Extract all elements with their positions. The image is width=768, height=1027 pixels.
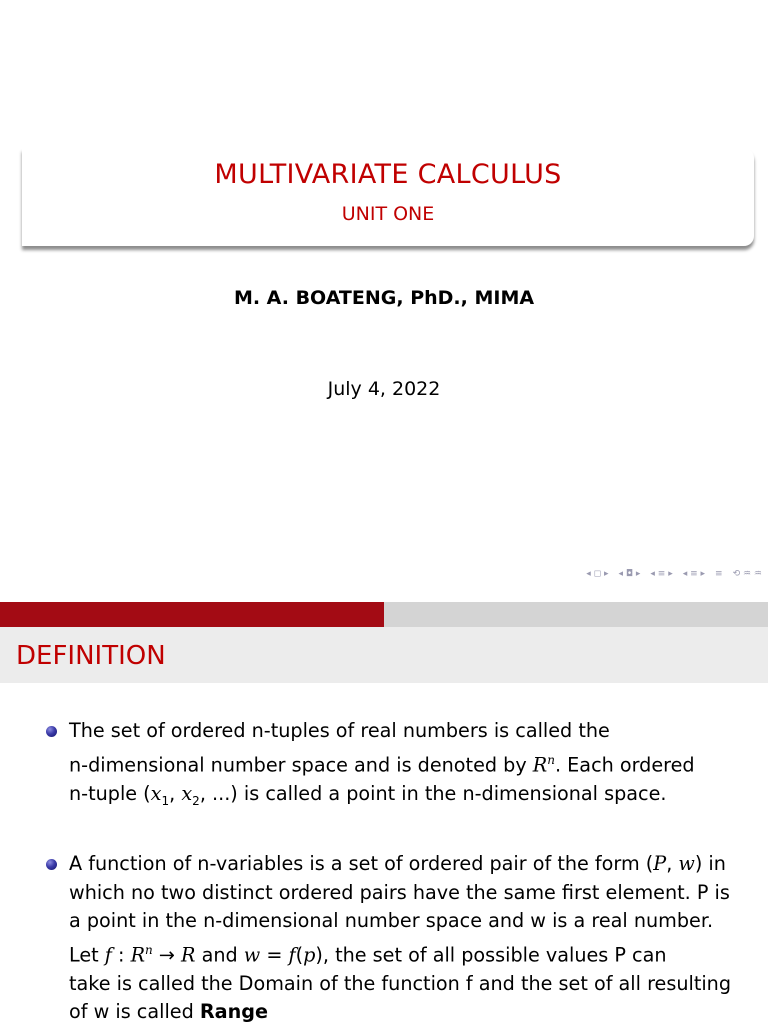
progress-bar bbox=[0, 602, 768, 627]
nav-search-icon[interactable]: ⟲ ♒ ♒ bbox=[732, 569, 762, 579]
text-line: n-dimensional number space and is denoted by $R^n$. Each ordered bbox=[69, 752, 695, 776]
text-line: The set of ordered n-tuples of real numbers is called the bbox=[69, 719, 610, 742]
text-line: take is called the Domain of the function f and the set of all resulting bbox=[69, 971, 732, 995]
author-name: M. A. BOATENG, PhD., MIMA bbox=[233, 287, 535, 309]
title-block bbox=[22, 148, 754, 246]
nav-toc-icon[interactable]: ≡ bbox=[715, 569, 723, 579]
text-line: n-tuple ($x_1$, $x_2$, ...) is called a point in the n-dimensional space. bbox=[69, 781, 667, 808]
progress-fill bbox=[0, 602, 384, 627]
nav-subsection-icon[interactable]: ◂ ◘ ▸ bbox=[618, 569, 641, 579]
presentation-title: MULTIVARIATE CALCULUS bbox=[214, 159, 562, 190]
text-line: a point in the n-dimensional number space and w is a real number. bbox=[69, 909, 714, 933]
text-line: which no two distinct ordered pairs have the same first element. P is bbox=[69, 880, 730, 904]
text-line: Let f : $R^n \to R$ and w = f(p), the set of all possible values P can bbox=[69, 942, 667, 967]
list-item bbox=[46, 850, 758, 1027]
beamer-navigation-bar[interactable] bbox=[586, 569, 762, 579]
presentation-date: July 4, 2022 bbox=[327, 378, 441, 400]
nav-section-icon[interactable]: ◂ ≡ ▸ bbox=[650, 569, 673, 579]
text-line: of w is called Range bbox=[69, 1000, 269, 1024]
bullet-icon bbox=[46, 859, 57, 870]
list-item bbox=[46, 717, 758, 815]
frame-title: DEFINITION bbox=[16, 641, 166, 671]
definition-list bbox=[46, 717, 758, 1027]
frame-header bbox=[0, 627, 768, 683]
text-line: A function of n-variables is a set of ordered pair of the form (P, w) in bbox=[69, 852, 726, 875]
nav-document-icon[interactable]: ◂ ≡ ▸ bbox=[682, 569, 706, 579]
bullet-icon bbox=[46, 726, 57, 737]
presentation-subtitle: UNIT ONE bbox=[341, 203, 435, 225]
nav-frame-icon[interactable]: ◂ ◻ ▸ bbox=[586, 569, 609, 579]
